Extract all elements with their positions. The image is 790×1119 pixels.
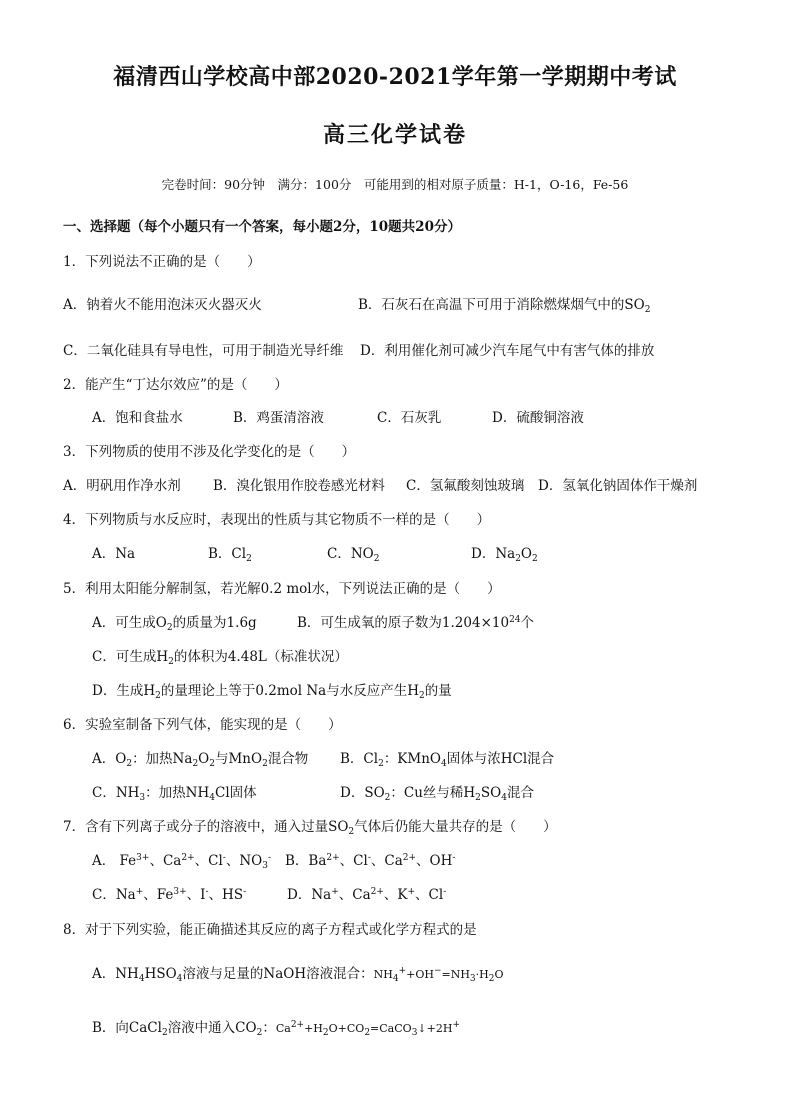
q4-option-c: C．$NO_2$ — [327, 546, 380, 564]
q4-stem: 4．下列物质与水反应时，表现出的性质与其它物质不一样的是（ ） — [63, 512, 491, 528]
q1-option-a: A．钠着火不能用泡沫灭火器灭火 — [63, 297, 262, 313]
q8-option-b: B．向CaCl$_2$溶液中通入$CO_2$：$Ca^{2+}+H_2O+CO_2=CaCO_3↓+2H^+$ — [92, 1020, 460, 1038]
q7-option-a: A． $Fe^{3+}$、$Ca^{2+}$、Cl-、$NO_3^-$ — [92, 853, 271, 871]
q7-stem: 7．含有下列离子或分子的溶液中，通入过量$SO_2$气体后仍能大量共存的是（ ） — [63, 819, 557, 837]
q5-option-a: A．可生成$O_2$的质量为1.6g — [92, 615, 257, 633]
exam-title: 福清西山学校高中部2020-2021学年第一学期期中考试 — [113, 64, 677, 90]
q3-option-d: D．氢氧化钠固体作干燥剂 — [538, 478, 698, 494]
q5-stem: 5．利用太阳能分解制氢，若光解0.2 mol水，下列说法正确的是（ ） — [63, 581, 501, 597]
q2-option-a: A．饱和食盐水 — [92, 410, 183, 426]
q7-option-d: D．Na+、$Ca^{2+}$、K+、Cl- — [287, 887, 447, 903]
q5-option-c: C．可生成$H_2$的体积为4.48L（标准状况） — [92, 649, 348, 667]
q3-option-b: B．溴化银用作胶卷感光材料 — [213, 478, 385, 494]
q6-stem: 6．实验室制备下列气体，能实现的是（ ） — [63, 717, 342, 733]
q3-option-c: C．氢氟酸刻蚀玻璃 — [406, 478, 525, 494]
exam-subtitle: 高三化学试卷 — [322, 122, 467, 148]
section-heading: 一、选择题（每个小题只有一个答案，每小题2分，10题共20分） — [63, 219, 461, 235]
q2-option-d: D．硫酸铜溶液 — [492, 410, 584, 426]
q6-option-c: C．$NH_3$：加热$NH_4Cl$固体 — [92, 785, 257, 803]
q2-option-c: C．石灰乳 — [377, 410, 442, 426]
q8-option-a: A．$NH_4HSO_4$溶液与足量的NaOH溶液混合：$NH_4^++OH^-=NH_3\cdot H_2O$ — [92, 966, 504, 984]
q5-option-d: D．生成$H_2$的量理论上等于0.2mol Na与水反应产生$H_2$的量 — [92, 683, 452, 701]
q8-stem: 8．对于下列实验，能正确描述其反应的离子方程式或化学方程式的是 — [63, 922, 477, 938]
q6-option-a: A．$O_2$：加热$Na_2O_2$与MnO$_2$混合物 — [92, 751, 309, 769]
q4-option-b: B．$Cl_2$ — [208, 546, 252, 564]
q1-stem: 1．下列说法不正确的是（ ） — [63, 254, 261, 270]
q2-option-b: B．鸡蛋清溶液 — [233, 410, 324, 426]
q7-option-b: B．$Ba^{2+}$、Cl-、$Ca^{2+}$、OH- — [285, 853, 456, 869]
q1-option-d: D．利用催化剂可减少汽车尾气中有害气体的排放 — [360, 343, 655, 359]
q7-option-c: C．Na+、$Fe^{3+}$、I-、HS- — [92, 887, 247, 903]
q1-option-c: C．二氧化硅具有导电性，可用于制造光导纤维 — [63, 343, 344, 359]
q3-option-a: A．明矾用作净水剂 — [63, 478, 181, 494]
exam-meta: 完卷时间：90分钟 满分：100分 可能用到的相对原子质量：H-1，O-16，Fe-56 — [161, 177, 629, 192]
q1-option-b: B．石灰石在高温下可用于消除燃煤烟气中的$SO_2$ — [358, 297, 651, 315]
q4-option-a: A．Na — [92, 546, 136, 562]
q3-stem: 3．下列物质的使用不涉及化学变化的是（ ） — [63, 444, 356, 460]
q2-stem: 2．能产生“丁达尔效应”的是（ ） — [63, 377, 288, 393]
q6-option-b: B．$Cl_2$：KMnO$_4$固体与浓HCl混合 — [340, 751, 555, 769]
q6-option-d: D．$SO_2$：Cu丝与稀$H_2SO_4$混合 — [340, 785, 534, 803]
q5-option-b: B．可生成氧的原子数为$1.204\times 10^{24}$个 — [297, 615, 535, 631]
q4-option-d: D．$Na_2O_2$ — [471, 546, 538, 564]
